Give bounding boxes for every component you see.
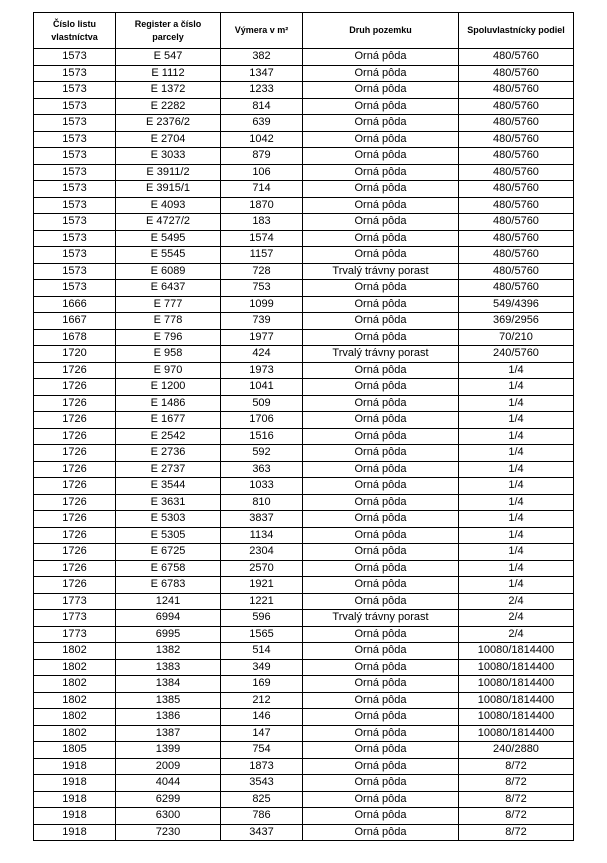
table-cell: 369/2956 — [459, 313, 574, 330]
table-row — [34, 346, 574, 363]
table-cell: 8/72 — [459, 808, 574, 825]
table-row — [34, 758, 574, 775]
table-cell: 1399 — [116, 742, 221, 759]
table-cell: E 2282 — [116, 98, 221, 115]
table-row — [34, 280, 574, 297]
table-cell: Orná pôda — [303, 478, 459, 495]
table-cell: 1/4 — [459, 362, 574, 379]
table-cell: 1384 — [116, 676, 221, 693]
table-cell: 480/5760 — [459, 65, 574, 82]
column-header-4: Druh pozemku — [303, 13, 459, 49]
table-cell: E 6783 — [116, 577, 221, 594]
table-cell: 1/4 — [459, 544, 574, 561]
table-row — [34, 313, 574, 330]
table-cell: 1157 — [221, 247, 303, 264]
table-cell: Orná pôda — [303, 296, 459, 313]
table-cell: 480/5760 — [459, 148, 574, 165]
table-cell: 70/210 — [459, 329, 574, 346]
table-cell: 1918 — [34, 791, 116, 808]
table-cell: 1573 — [34, 98, 116, 115]
table-cell: 363 — [221, 461, 303, 478]
table-cell: 10080/1814400 — [459, 692, 574, 709]
table-cell: 1726 — [34, 395, 116, 412]
column-header-5: Spoluvlastnícky podiel — [459, 13, 574, 49]
table-cell: 1573 — [34, 65, 116, 82]
table-cell: 480/5760 — [459, 82, 574, 99]
table-cell: 8/72 — [459, 791, 574, 808]
table-cell: 6994 — [116, 610, 221, 627]
table-cell: E 2704 — [116, 131, 221, 148]
table-cell: E 6725 — [116, 544, 221, 561]
table-cell: 2570 — [221, 560, 303, 577]
table-cell: 480/5760 — [459, 49, 574, 66]
table-cell: 1805 — [34, 742, 116, 759]
table-cell: 1042 — [221, 131, 303, 148]
table-cell: 1726 — [34, 362, 116, 379]
table-cell: 1347 — [221, 65, 303, 82]
table-cell: 169 — [221, 676, 303, 693]
table-cell: 1573 — [34, 280, 116, 297]
table-row — [34, 263, 574, 280]
land-ownership-table — [33, 12, 574, 841]
table-cell: Orná pôda — [303, 527, 459, 544]
table-row — [34, 791, 574, 808]
table-cell: Trvalý trávny porast — [303, 610, 459, 627]
table-cell: E 2542 — [116, 428, 221, 445]
table-cell: 1573 — [34, 148, 116, 165]
table-cell: 1/4 — [459, 428, 574, 445]
table-cell: E 4727/2 — [116, 214, 221, 231]
table-cell: E 1486 — [116, 395, 221, 412]
table-cell: 1726 — [34, 379, 116, 396]
table-cell: Orná pôda — [303, 742, 459, 759]
table-cell: Orná pôda — [303, 148, 459, 165]
table-cell: 1802 — [34, 692, 116, 709]
table-cell: 4044 — [116, 775, 221, 792]
table-cell: 1706 — [221, 412, 303, 429]
column-header-2: Register a číslo parcely — [116, 13, 221, 49]
table-cell: 424 — [221, 346, 303, 363]
table-cell: Orná pôda — [303, 791, 459, 808]
table-cell: 1918 — [34, 808, 116, 825]
table-row — [34, 511, 574, 528]
table-cell: 1973 — [221, 362, 303, 379]
table-row — [34, 181, 574, 198]
table-cell: Orná pôda — [303, 197, 459, 214]
table-cell: 1726 — [34, 494, 116, 511]
table-cell: 1726 — [34, 478, 116, 495]
table-cell: 753 — [221, 280, 303, 297]
table-cell: 1573 — [34, 247, 116, 264]
table-row — [34, 82, 574, 99]
table-cell: 10080/1814400 — [459, 709, 574, 726]
table-row — [34, 742, 574, 759]
table-cell: 6995 — [116, 626, 221, 643]
table-cell: E 777 — [116, 296, 221, 313]
table-body — [34, 49, 574, 841]
table-cell: 2/4 — [459, 626, 574, 643]
table-cell: 1573 — [34, 164, 116, 181]
table-cell: Orná pôda — [303, 577, 459, 594]
table-cell: 739 — [221, 313, 303, 330]
table-cell: 8/72 — [459, 824, 574, 841]
table-cell: 10080/1814400 — [459, 659, 574, 676]
table-cell: 240/2880 — [459, 742, 574, 759]
table-cell: E 970 — [116, 362, 221, 379]
table-row — [34, 560, 574, 577]
table-cell: 1773 — [34, 626, 116, 643]
table-cell: E 5495 — [116, 230, 221, 247]
table-cell: 1726 — [34, 577, 116, 594]
table-cell: 1/4 — [459, 412, 574, 429]
table-cell: Orná pôda — [303, 131, 459, 148]
table-cell: Orná pôda — [303, 643, 459, 660]
table-cell: 814 — [221, 98, 303, 115]
table-cell: 480/5760 — [459, 214, 574, 231]
table-cell: 596 — [221, 610, 303, 627]
table-cell: 1720 — [34, 346, 116, 363]
table-cell: 1726 — [34, 461, 116, 478]
table-cell: 1516 — [221, 428, 303, 445]
table-row — [34, 412, 574, 429]
table-cell: 146 — [221, 709, 303, 726]
table-cell: 480/5760 — [459, 247, 574, 264]
table-cell: 6299 — [116, 791, 221, 808]
table-row — [34, 808, 574, 825]
column-header-1: Číslo listu vlastníctva — [34, 13, 116, 49]
table-cell: E 2376/2 — [116, 115, 221, 132]
table-cell: Orná pôda — [303, 214, 459, 231]
table-cell: Orná pôda — [303, 709, 459, 726]
table-cell: E 3915/1 — [116, 181, 221, 198]
table-cell: 2/4 — [459, 593, 574, 610]
table-cell: 1241 — [116, 593, 221, 610]
column-header-3: Výmera v m² — [221, 13, 303, 49]
table-cell: Orná pôda — [303, 659, 459, 676]
table-cell: 810 — [221, 494, 303, 511]
table-cell: E 1372 — [116, 82, 221, 99]
table-cell: 1134 — [221, 527, 303, 544]
table-cell: 183 — [221, 214, 303, 231]
table-cell: 1726 — [34, 527, 116, 544]
table-cell: 1033 — [221, 478, 303, 495]
table-cell: E 958 — [116, 346, 221, 363]
table-cell: Orná pôda — [303, 98, 459, 115]
table-row — [34, 461, 574, 478]
table-cell: 1382 — [116, 643, 221, 660]
table-row — [34, 676, 574, 693]
table-cell: 1387 — [116, 725, 221, 742]
table-cell: Orná pôda — [303, 445, 459, 462]
table-cell: 349 — [221, 659, 303, 676]
table-row — [34, 395, 574, 412]
table-cell: 825 — [221, 791, 303, 808]
table-cell: 1678 — [34, 329, 116, 346]
table-cell: 3437 — [221, 824, 303, 841]
table-cell: Orná pôda — [303, 428, 459, 445]
table-cell: Orná pôda — [303, 775, 459, 792]
table-cell: 106 — [221, 164, 303, 181]
table-cell: E 6089 — [116, 263, 221, 280]
table-cell: 1773 — [34, 610, 116, 627]
table-cell: 714 — [221, 181, 303, 198]
table-cell: 1041 — [221, 379, 303, 396]
table-cell: Orná pôda — [303, 725, 459, 742]
table-cell: Orná pôda — [303, 247, 459, 264]
table-cell: E 3544 — [116, 478, 221, 495]
table-cell: 1573 — [34, 82, 116, 99]
table-cell: 1802 — [34, 659, 116, 676]
table-cell: 1099 — [221, 296, 303, 313]
table-cell: 1726 — [34, 412, 116, 429]
table-cell: 1726 — [34, 511, 116, 528]
table-cell: 2009 — [116, 758, 221, 775]
table-cell: 1666 — [34, 296, 116, 313]
table-cell: 1573 — [34, 214, 116, 231]
table-row — [34, 544, 574, 561]
table-cell: 1383 — [116, 659, 221, 676]
table-cell: 639 — [221, 115, 303, 132]
table-cell: 1/4 — [459, 461, 574, 478]
table-cell: 2/4 — [459, 610, 574, 627]
table-cell: 8/72 — [459, 758, 574, 775]
table-cell: Orná pôda — [303, 395, 459, 412]
table-cell: 1726 — [34, 544, 116, 561]
table-cell: 1221 — [221, 593, 303, 610]
table-cell: 3837 — [221, 511, 303, 528]
table-cell: Orná pôda — [303, 511, 459, 528]
table-cell: Orná pôda — [303, 692, 459, 709]
table-row — [34, 659, 574, 676]
table-cell: 1726 — [34, 560, 116, 577]
table-row — [34, 214, 574, 231]
table-cell: Orná pôda — [303, 230, 459, 247]
table-cell: 879 — [221, 148, 303, 165]
table-cell: 212 — [221, 692, 303, 709]
table-cell: 8/72 — [459, 775, 574, 792]
table-cell: 514 — [221, 643, 303, 660]
table-cell: E 1677 — [116, 412, 221, 429]
table-row — [34, 626, 574, 643]
table-cell: Orná pôda — [303, 494, 459, 511]
table-cell: Orná pôda — [303, 65, 459, 82]
table-cell: Trvalý trávny porast — [303, 346, 459, 363]
table-cell: Orná pôda — [303, 593, 459, 610]
table-cell: Orná pôda — [303, 280, 459, 297]
table-cell: 728 — [221, 263, 303, 280]
table-row — [34, 643, 574, 660]
table-row — [34, 379, 574, 396]
table-row — [34, 148, 574, 165]
table-row — [34, 230, 574, 247]
table-cell: 1870 — [221, 197, 303, 214]
table-cell: 6300 — [116, 808, 221, 825]
table-cell: 480/5760 — [459, 164, 574, 181]
table-cell: 10080/1814400 — [459, 643, 574, 660]
table-cell: E 3033 — [116, 148, 221, 165]
table-cell: Orná pôda — [303, 676, 459, 693]
table-cell: 480/5760 — [459, 230, 574, 247]
table-cell: E 796 — [116, 329, 221, 346]
table-cell: 1/4 — [459, 511, 574, 528]
table-cell: 480/5760 — [459, 131, 574, 148]
table-row — [34, 247, 574, 264]
table-cell: Orná pôda — [303, 758, 459, 775]
table-cell: 1/4 — [459, 379, 574, 396]
table-cell: Orná pôda — [303, 379, 459, 396]
table-row — [34, 115, 574, 132]
table-cell: 1918 — [34, 758, 116, 775]
table-cell: 1573 — [34, 230, 116, 247]
table-cell: 1233 — [221, 82, 303, 99]
table-cell: E 5545 — [116, 247, 221, 264]
table-cell: 1573 — [34, 263, 116, 280]
table-cell: E 5305 — [116, 527, 221, 544]
table-cell: 1802 — [34, 725, 116, 742]
table-cell: E 1112 — [116, 65, 221, 82]
table-row — [34, 197, 574, 214]
table-cell: Orná pôda — [303, 808, 459, 825]
table-cell: 1/4 — [459, 560, 574, 577]
table-cell: 480/5760 — [459, 197, 574, 214]
table-cell: 592 — [221, 445, 303, 462]
table-row — [34, 478, 574, 495]
table-cell: 480/5760 — [459, 98, 574, 115]
table-header-row — [34, 13, 574, 49]
table-cell: Orná pôda — [303, 115, 459, 132]
table-row — [34, 725, 574, 742]
table-cell: 1977 — [221, 329, 303, 346]
table-row — [34, 527, 574, 544]
table-cell: 1/4 — [459, 478, 574, 495]
table-cell: 754 — [221, 742, 303, 759]
table-cell: E 3631 — [116, 494, 221, 511]
table-cell: 7230 — [116, 824, 221, 841]
table-cell: 480/5760 — [459, 280, 574, 297]
table-cell: E 5303 — [116, 511, 221, 528]
table-cell: E 2736 — [116, 445, 221, 462]
table-row — [34, 824, 574, 841]
table-row — [34, 775, 574, 792]
table-cell: Orná pôda — [303, 49, 459, 66]
table-cell: 1573 — [34, 131, 116, 148]
table-cell: Orná pôda — [303, 560, 459, 577]
table-row — [34, 329, 574, 346]
table-cell: E 4093 — [116, 197, 221, 214]
table-cell: Orná pôda — [303, 412, 459, 429]
table-row — [34, 428, 574, 445]
table-cell: 1726 — [34, 428, 116, 445]
table-row — [34, 296, 574, 313]
table-row — [34, 164, 574, 181]
table-cell: 240/5760 — [459, 346, 574, 363]
table-cell: 147 — [221, 725, 303, 742]
table-cell: 1918 — [34, 824, 116, 841]
table-row — [34, 494, 574, 511]
table-cell: 1573 — [34, 49, 116, 66]
table-cell: 1386 — [116, 709, 221, 726]
table-cell: E 6437 — [116, 280, 221, 297]
table-cell: Orná pôda — [303, 313, 459, 330]
table-cell: 480/5760 — [459, 115, 574, 132]
table-cell: 3543 — [221, 775, 303, 792]
table-cell: 1873 — [221, 758, 303, 775]
table-cell: Orná pôda — [303, 329, 459, 346]
table-cell: 1918 — [34, 775, 116, 792]
table-cell: 2304 — [221, 544, 303, 561]
table-row — [34, 577, 574, 594]
table-cell: 1726 — [34, 445, 116, 462]
table-cell: 480/5760 — [459, 263, 574, 280]
table-cell: 1573 — [34, 181, 116, 198]
table-row — [34, 362, 574, 379]
table-cell: 1667 — [34, 313, 116, 330]
table-row — [34, 445, 574, 462]
table-row — [34, 593, 574, 610]
table-row — [34, 709, 574, 726]
table-cell: 1565 — [221, 626, 303, 643]
table-cell: 1/4 — [459, 494, 574, 511]
table-cell: 1802 — [34, 643, 116, 660]
table-cell: 549/4396 — [459, 296, 574, 313]
table-cell: E 6758 — [116, 560, 221, 577]
table-cell: 1573 — [34, 115, 116, 132]
table-row — [34, 610, 574, 627]
table-cell: 1573 — [34, 197, 116, 214]
table-cell: E 1200 — [116, 379, 221, 396]
table-cell: Orná pôda — [303, 544, 459, 561]
table-cell: Orná pôda — [303, 626, 459, 643]
table-cell: 1/4 — [459, 395, 574, 412]
table-cell: 1/4 — [459, 527, 574, 544]
table-cell: 509 — [221, 395, 303, 412]
table-row — [34, 65, 574, 82]
table-cell: 1/4 — [459, 445, 574, 462]
table-cell: 1574 — [221, 230, 303, 247]
table-cell: 1773 — [34, 593, 116, 610]
table-cell: 480/5760 — [459, 181, 574, 198]
table-cell: Trvalý trávny porast — [303, 263, 459, 280]
table-cell: 1802 — [34, 676, 116, 693]
table-row — [34, 49, 574, 66]
table-cell: 1/4 — [459, 577, 574, 594]
table-cell: Orná pôda — [303, 461, 459, 478]
table-cell: Orná pôda — [303, 824, 459, 841]
table-cell: 1385 — [116, 692, 221, 709]
table-row — [34, 131, 574, 148]
table-cell: E 778 — [116, 313, 221, 330]
table-cell: 10080/1814400 — [459, 725, 574, 742]
table-cell: 10080/1814400 — [459, 676, 574, 693]
table-cell: 786 — [221, 808, 303, 825]
table-cell: 382 — [221, 49, 303, 66]
table-cell: Orná pôda — [303, 181, 459, 198]
table-row — [34, 692, 574, 709]
table-cell: E 3911/2 — [116, 164, 221, 181]
table-cell: 1921 — [221, 577, 303, 594]
table-cell: E 547 — [116, 49, 221, 66]
table-cell: Orná pôda — [303, 362, 459, 379]
table-row — [34, 98, 574, 115]
table-cell: Orná pôda — [303, 164, 459, 181]
table-cell: E 2737 — [116, 461, 221, 478]
table-cell: 1802 — [34, 709, 116, 726]
table-cell: Orná pôda — [303, 82, 459, 99]
